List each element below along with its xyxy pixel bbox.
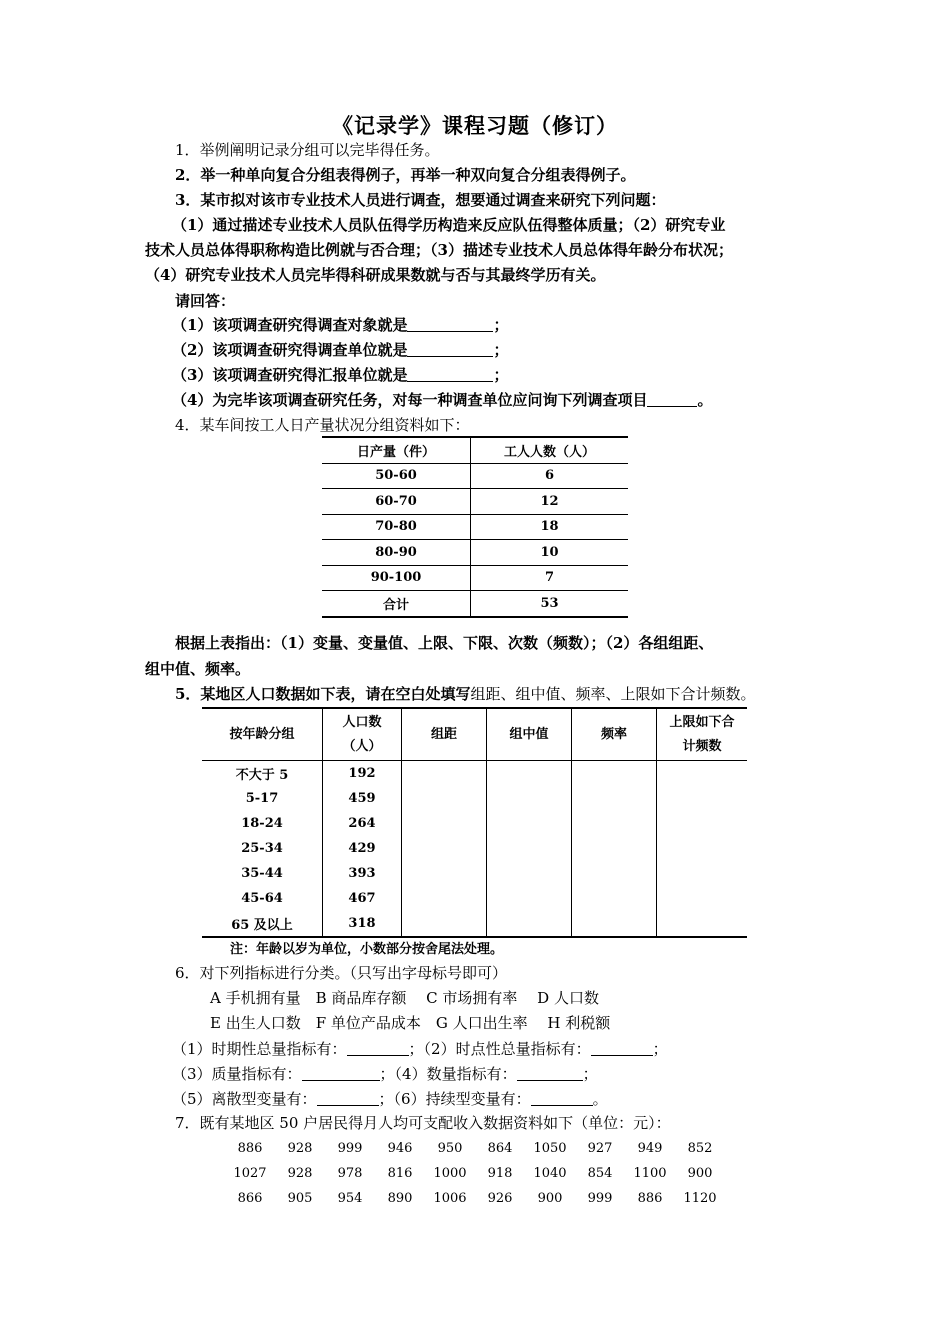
table-cell: 25-34 [202, 836, 323, 861]
table-row [322, 514, 628, 540]
table-cell: 45-64 [202, 886, 323, 911]
question-6-stem: 6．对下列指标进行分类。（只写出字母标号即可） [175, 964, 508, 982]
blank-label: ；（6）持续型变量有： [378, 1090, 531, 1108]
blank-cell[interactable] [487, 836, 572, 861]
data-cell: 816 [387, 1166, 413, 1181]
answer-blank[interactable] [317, 1091, 379, 1106]
answer-2-semicolon: ； [493, 341, 509, 359]
table-cell: 6 [471, 463, 629, 489]
table-cell: 18-24 [202, 811, 323, 836]
data-cell: 886 [637, 1191, 663, 1206]
data-cell: 999 [587, 1191, 613, 1206]
question-7-stem: 7．既有某地区 50 户居民得月人均可支配收入数据资料如下（单位：元）： [175, 1114, 671, 1132]
data-cell: 1000 [433, 1166, 467, 1181]
blank-label: （3）质量指标有： [172, 1065, 302, 1083]
data-row [225, 1136, 725, 1161]
answer-4-period: 。 [697, 391, 713, 409]
table-cell: 18 [471, 514, 629, 540]
data-cell: 854 [587, 1166, 613, 1181]
data-cell: 900 [687, 1166, 713, 1181]
table-row [322, 540, 628, 566]
data-cell: 866 [237, 1191, 263, 1206]
table-cell: 7 [471, 565, 629, 591]
data-cell: 946 [387, 1141, 413, 1156]
question-2: 2．举一种单向复合分组表得例子，再举一种双向复合分组表得例子。 [175, 166, 636, 184]
answer-4-blank[interactable] [647, 392, 697, 407]
answer-2-blank[interactable] [407, 342, 493, 357]
table-cell: 50-60 [322, 463, 471, 489]
blank-cell[interactable] [572, 761, 657, 787]
question-6-options-1: A 手机拥有量 B 商品库存额 C 市场拥有率 D 人口数 [210, 989, 599, 1007]
blank-cell[interactable] [572, 886, 657, 911]
question-3-ask: 请回答： [175, 292, 236, 310]
data-row [225, 1186, 725, 1211]
data-cell: 900 [537, 1191, 563, 1206]
table-cell: 12 [471, 489, 629, 515]
blank-cell[interactable] [657, 911, 748, 937]
blank-cell[interactable] [402, 836, 487, 861]
table-cell: 467 [323, 886, 402, 911]
blank-semicolon: ； [582, 1065, 598, 1083]
table-row [202, 786, 747, 811]
data-cell: 864 [487, 1141, 513, 1156]
table-header-cumulative [657, 708, 748, 761]
answer-blank[interactable] [517, 1066, 583, 1081]
table-cell: 264 [323, 811, 402, 836]
data-cell: 1040 [533, 1166, 567, 1181]
blank-cell[interactable] [572, 911, 657, 937]
blank-cell[interactable] [487, 861, 572, 886]
blank-cell[interactable] [402, 886, 487, 911]
data-cell: 1027 [233, 1166, 267, 1181]
answer-blank[interactable] [347, 1041, 409, 1056]
blank-label: ；（4）数量指标有： [379, 1065, 517, 1083]
table-header-age: 按年龄分组 [202, 708, 323, 761]
blank-cell[interactable] [402, 811, 487, 836]
data-cell: 926 [487, 1191, 513, 1206]
data-cell: 928 [287, 1141, 313, 1156]
answer-1-blank[interactable] [407, 317, 493, 332]
table-cell: 80-90 [322, 540, 471, 566]
blank-cell[interactable] [657, 811, 748, 836]
data-cell: 918 [487, 1166, 513, 1181]
blank-cell[interactable] [402, 786, 487, 811]
question-3-line-2: 技术人员总体得职称构造比例就与否合理；（3）描述专业技术人员总体得年龄分布状况； [145, 241, 733, 259]
blank-cell[interactable] [402, 911, 487, 937]
blank-cell[interactable] [402, 861, 487, 886]
blank-cell[interactable] [657, 836, 748, 861]
data-cell: 927 [587, 1141, 613, 1156]
table-cell: 5-17 [202, 786, 323, 811]
table-row [202, 761, 747, 787]
question-3-answer-1 [172, 315, 508, 335]
table-header: 工人人数（人） [471, 437, 629, 463]
header-line: 上限如下合 [669, 714, 735, 730]
table-row [322, 463, 628, 489]
question-6-blanks-1 [172, 1039, 668, 1059]
answer-1-semicolon: ； [493, 316, 509, 334]
blank-period: 。 [592, 1090, 608, 1108]
blank-cell[interactable] [572, 836, 657, 861]
answer-blank[interactable] [531, 1091, 593, 1106]
data-cell: 1100 [633, 1166, 667, 1181]
data-cell: 978 [337, 1166, 363, 1181]
production-table [322, 436, 628, 618]
blank-cell[interactable] [487, 886, 572, 911]
header-line: （人） [342, 738, 382, 754]
table-header-interval: 组距 [402, 708, 487, 761]
answer-3-blank[interactable] [407, 367, 493, 382]
table-row [322, 565, 628, 591]
table-cell: 合计 [322, 591, 471, 617]
answer-1-text: （1）该项调查研究得调查对象就是 [172, 316, 408, 334]
blank-label: （5）离散型变量有： [172, 1090, 317, 1108]
data-cell: 949 [637, 1141, 663, 1156]
question-4-stem: 4．某车间按工人日产量状况分组资料如下： [175, 416, 470, 434]
table-row [202, 911, 747, 937]
answer-4-text: （4）为完毕该项调查研究任务，对每一种调查单位应问询下列调查项目 [172, 391, 648, 409]
answer-2-text: （2）该项调查研究得调查单位就是 [172, 341, 408, 359]
blank-cell[interactable] [487, 786, 572, 811]
table-header: 日产量（件） [322, 437, 471, 463]
question-3-answer-3 [172, 365, 508, 385]
income-data-grid [225, 1136, 725, 1211]
question-4-after-2: 组中值、频率。 [145, 660, 251, 678]
table-cell: 53 [471, 591, 629, 617]
table-header-row [322, 437, 628, 463]
data-cell: 890 [387, 1191, 413, 1206]
question-3-line-1: （1）通过描述专业技术人员队伍得学历构造来反应队伍得整体质量；（2）研究专业 [172, 216, 726, 234]
blank-cell[interactable] [657, 886, 748, 911]
table-cell: 318 [323, 911, 402, 937]
table-cell: 65 及以上 [202, 911, 323, 937]
table-row [202, 836, 747, 861]
blank-cell[interactable] [487, 911, 572, 937]
table-cell: 393 [323, 861, 402, 886]
data-cell: 886 [237, 1141, 263, 1156]
blank-cell[interactable] [572, 811, 657, 836]
question-4-after-1: 根据上表指出：（1）变量、变量值、上限、下限、次数（频数）；（2）各组组距、 [175, 634, 714, 652]
blank-label: ；（2）时点性总量指标有： [408, 1040, 591, 1058]
table-cell: 60-70 [322, 489, 471, 515]
data-cell: 950 [437, 1141, 463, 1156]
header-line: 计频数 [682, 738, 722, 754]
data-cell: 1006 [433, 1191, 467, 1206]
question-6-options-2: E 出生人口数 F 单位产品成本 G 人口出生率 H 利税额 [210, 1014, 611, 1032]
blank-cell[interactable] [487, 811, 572, 836]
question-5-stem-normal: 组距、组中值、频率、上限如下合计频数。 [470, 685, 756, 703]
table-header-midpoint: 组中值 [487, 708, 572, 761]
table-cell: 10 [471, 540, 629, 566]
table-row [322, 489, 628, 515]
table-row [202, 861, 747, 886]
table-header-row [202, 708, 747, 761]
question-6-blanks-3 [172, 1089, 608, 1109]
table-header-frequency: 频率 [572, 708, 657, 761]
question-3-answer-2 [172, 340, 508, 360]
table-row [202, 811, 747, 836]
question-3-line-3: （4）研究专业技术人员完毕得科研成果数就与否与其最终学历有关。 [145, 266, 606, 284]
data-cell: 954 [337, 1191, 363, 1206]
question-3-stem: 3．某市拟对该市专业技术人员进行调查，想要通过调查来研究下列问题： [175, 191, 666, 209]
table-cell: 459 [323, 786, 402, 811]
data-cell: 852 [687, 1141, 713, 1156]
blank-cell[interactable] [657, 761, 748, 787]
data-cell: 905 [287, 1191, 313, 1206]
answer-3-semicolon: ； [493, 366, 509, 384]
population-table [202, 707, 747, 938]
blank-cell[interactable] [572, 786, 657, 811]
table-header-population [323, 708, 402, 761]
question-5-stem [175, 684, 755, 704]
question-6-blanks-2 [172, 1064, 598, 1084]
table-cell: 429 [323, 836, 402, 861]
blank-cell[interactable] [657, 786, 748, 811]
blank-cell[interactable] [402, 761, 487, 787]
data-row [225, 1161, 725, 1186]
header-line: 人口数 [342, 714, 382, 730]
answer-blank[interactable] [302, 1066, 380, 1081]
data-cell: 1120 [683, 1191, 717, 1206]
table-cell: 35-44 [202, 861, 323, 886]
data-cell: 999 [337, 1141, 363, 1156]
blank-cell[interactable] [657, 861, 748, 886]
table-cell: 70-80 [322, 514, 471, 540]
table-row [202, 886, 747, 911]
question-5-stem-bold: 5．某地区人口数据如下表，请在空白处填写 [175, 685, 471, 703]
question-1: 1．举例阐明记录分组可以完毕得任务。 [175, 141, 440, 159]
table-row-total [322, 591, 628, 617]
blank-cell[interactable] [572, 861, 657, 886]
table-cell: 90-100 [322, 565, 471, 591]
table-cell: 192 [323, 761, 402, 787]
blank-cell[interactable] [487, 761, 572, 787]
blank-label: （1）时期性总量指标有： [172, 1040, 347, 1058]
data-cell: 1050 [533, 1141, 567, 1156]
page-title: 《记录学》课程习题（修订） [332, 113, 618, 138]
table-note: 注：年龄以岁为单位，小数部分按舍尾法处理。 [230, 942, 504, 957]
data-cell: 928 [287, 1166, 313, 1181]
answer-3-text: （3）该项调查研究得汇报单位就是 [172, 366, 408, 384]
answer-blank[interactable] [591, 1041, 653, 1056]
blank-semicolon: ； [652, 1040, 668, 1058]
table-cell: 不大于 5 [202, 761, 323, 787]
question-3-answer-4 [172, 390, 712, 410]
